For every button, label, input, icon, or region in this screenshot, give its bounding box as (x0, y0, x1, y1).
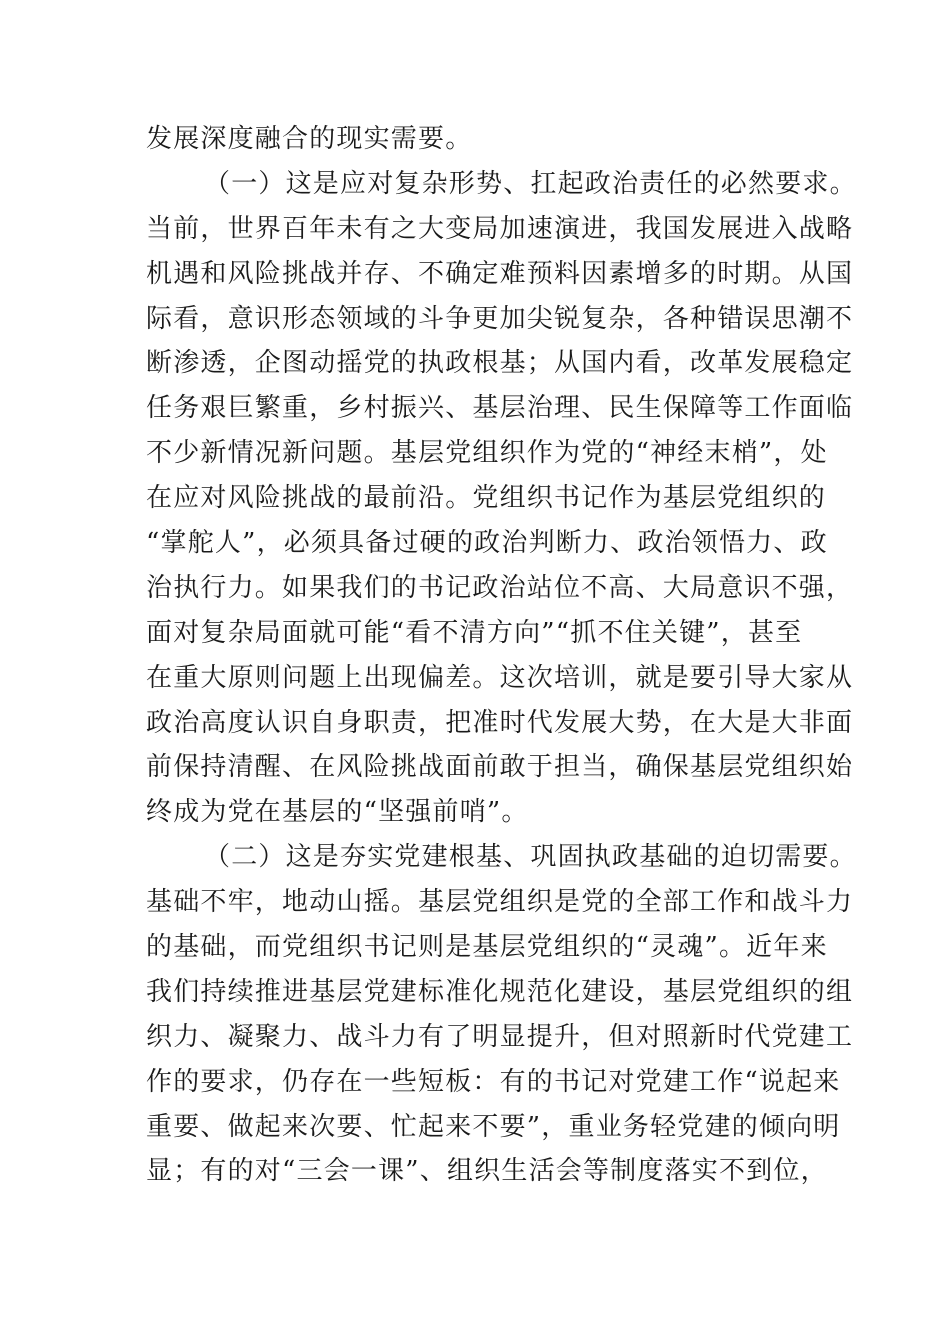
text-line: 治执行力。如果我们的书记政治站位不高、大局意识不强， (146, 572, 854, 603)
text-line: 前保持清醒、在风险挑战面前敢于担当，确保基层党组织始 (146, 752, 854, 783)
text-line: 重要、做起来次要、忙起来不要”，重业务轻党建的倾向明 (146, 1111, 841, 1142)
section-heading-1: （一）这是应对复杂形势、扛起政治责任的必然要求。 (204, 168, 857, 199)
section-heading-2: （二）这是夯实党建根基、巩固执政基础的迫切需要。 (204, 842, 857, 873)
text-line: 在重大原则问题上出现偏差。这次培训，就是要引导大家从 (146, 662, 854, 693)
text-line: 当前，世界百年未有之大变局加速演进，我国发展进入战略 (146, 213, 854, 244)
body-text (146, 117, 857, 1194)
text-line: 发展深度融合的现实需要。 (146, 124, 473, 154)
text-line: 织力、凝聚力、战斗力有了明显提升，但对照新时代党建工 (146, 1021, 854, 1052)
text-line: 基础不牢，地动山摇。基层党组织是党的全部工作和战斗力 (146, 887, 854, 918)
text-line: “掌舵人”，必须具备过硬的政治判断力、政治领悟力、政 (146, 528, 828, 559)
text-line: 任务艰巨繁重，乡村振兴、基层治理、民生保障等工作面临 (146, 393, 854, 424)
text-line: 显；有的对“三会一课”、组织生活会等制度落实不到位， (146, 1156, 828, 1187)
text-line: 面对复杂局面就可能“看不清方向”“抓不住关键”，甚至 (146, 617, 803, 648)
text-line: 的基础，而党组织书记则是基层党组织的“灵魂”。近年来 (146, 932, 828, 963)
text-line: 际看，意识形态领域的斗争更加尖锐复杂，各种错误思潮不 (146, 303, 854, 334)
text-line: 断渗透，企图动摇党的执政根基；从国内看，改革发展稳定 (146, 348, 854, 379)
text-line: 机遇和风险挑战并存、不确定难预料因素增多的时期。从国 (146, 258, 854, 289)
text-line: 作的要求，仍存在一些短板：有的书记对党建工作“说起来 (146, 1066, 841, 1097)
text-line: 我们持续推进基层党建标准化规范化建设，基层党组织的组 (146, 976, 854, 1007)
text-line: 终成为党在基层的“坚强前哨”。 (146, 797, 529, 828)
text-line: 政治高度认识自身职责，把准时代发展大势，在大是大非面 (146, 707, 854, 738)
text-line: 在应对风险挑战的最前沿。党组织书记作为基层党组织的 (146, 483, 827, 514)
text-line: 不少新情况新问题。基层党组织作为党的“神经末梢”，处 (146, 438, 828, 469)
